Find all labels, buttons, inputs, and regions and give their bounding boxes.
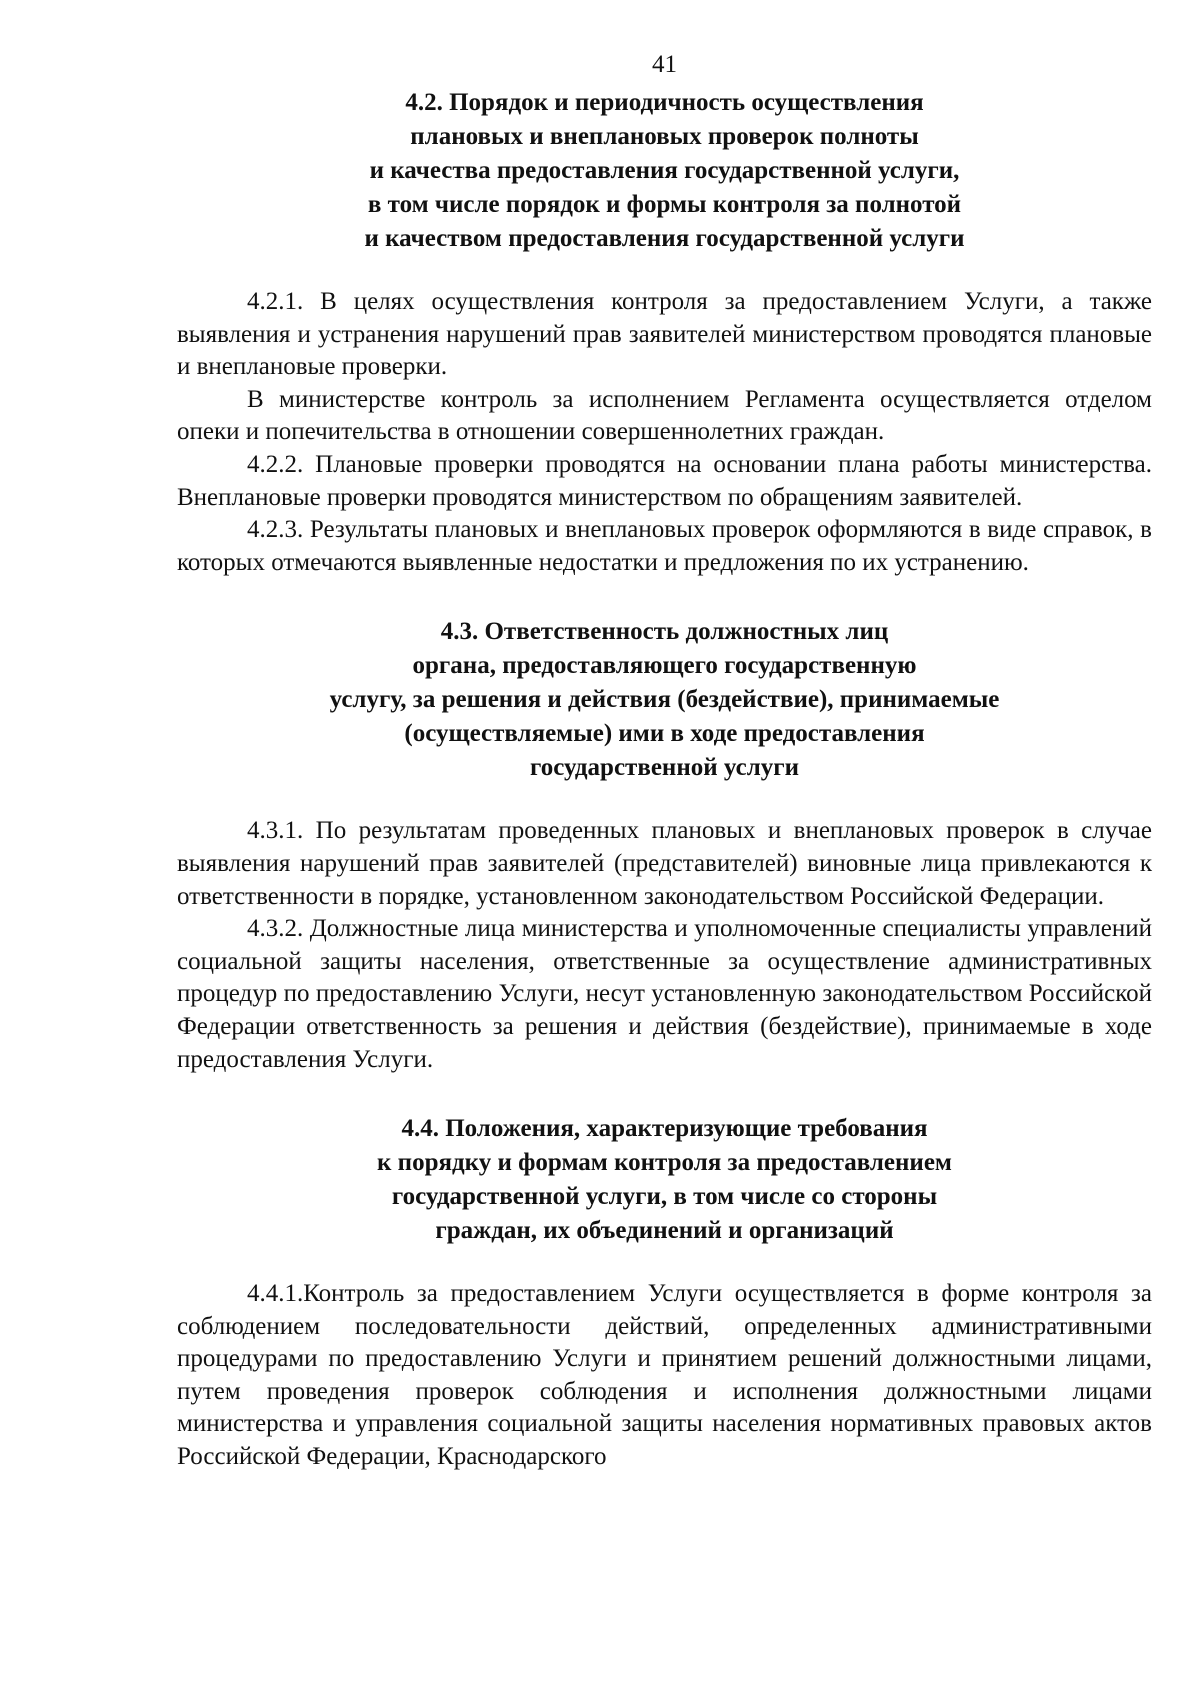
title-line: услугу, за решения и действия (бездействие), принимаемые [329, 686, 1000, 714]
paragraph-4-4-1: 4.4.1.Контроль за предоставлением Услуги осуществляется в форме контроля за соблюдением последовательности действий, определенных административными процедурами по предоставлению Услуги и принятием решений должностными лицами, путем проведения проверок соблюдения и исполнения должностными лицами министерства и управления социальной защиты населения нормативных правовых актов Российской Федерации, Краснодарского [177, 1280, 1152, 1471]
title-line: и качества предоставления государственной услуги, [369, 157, 960, 184]
title-line: к порядку и формам контроля за предоставлением [377, 1149, 952, 1177]
section-title [177, 1112, 1152, 1248]
title-line: (осуществляемые) ими в ходе предоставления [404, 720, 925, 748]
title-line: и качеством предоставления государственной услуги [364, 225, 965, 252]
paragraph-4-2-1: 4.2.1. В целях осуществления контроля за предоставлением Услуги, а также выявления и устранения нарушений прав заявителей министерством проводятся плановые и внеплановые проверки. [177, 288, 1152, 381]
document-page [177, 50, 1152, 1474]
paragraph-4-3-2: 4.3.2. Должностные лица министерства и уполномоченные специалисты управлений социальной защиты населения, ответственные за осуществление административных процедур по предоставлению Услуги, несут установленную законодательством Российской Федерации ответственность за решения и действия (бездействие), принимаемые в ходе предоставления Услуги. [177, 915, 1152, 1073]
section-4-2 [177, 86, 1152, 579]
title-line: 4.4. Положения, характеризующие требования [401, 1115, 928, 1143]
section-title [177, 615, 1152, 785]
title-line: в том числе порядок и формы контроля за полнотой [367, 191, 962, 218]
paragraph-4-2-2: 4.2.2. Плановые проверки проводятся на основании плана работы министерства. Внеплановые проверки проводятся министерством по обращениям заявителей. [177, 450, 1152, 511]
title-line: государственной услуги, в том числе со стороны [391, 1183, 938, 1211]
section-title [177, 86, 1152, 256]
paragraph-4-2-1-b: В министерстве контроль за исполнением Регламента осуществляется отделом опеки и попечительства в отношении совершеннолетних граждан. [177, 385, 1152, 446]
section-4-4 [177, 1112, 1152, 1474]
title-line: органа, предоставляющего государственную [412, 652, 917, 680]
title-line: 4.3. Ответственность должностных лиц [440, 618, 889, 646]
title-line: граждан, их объединений и организаций [435, 1217, 894, 1245]
section-4-3 [177, 615, 1152, 1076]
title-line: плановых и внеплановых проверок полноты [410, 123, 919, 150]
paragraph-4-3-1: 4.3.1. По результатам проведенных плановых и внеплановых проверок в случае выявления нарушений прав заявителей (представителей) виновные лица привлекаются к ответственности в порядке, установленном законодательством Российской Федерации. [177, 817, 1152, 910]
paragraph-4-2-3: 4.2.3. Результаты плановых и внеплановых проверок оформляются в виде справок, в которых отмечаются выявленные недостатки и предложения по их устранению. [177, 516, 1152, 576]
title-line: 4.2. Порядок и периодичность осуществления [405, 89, 924, 116]
page-number: 41 [652, 51, 677, 78]
title-line: государственной услуги [529, 754, 800, 782]
